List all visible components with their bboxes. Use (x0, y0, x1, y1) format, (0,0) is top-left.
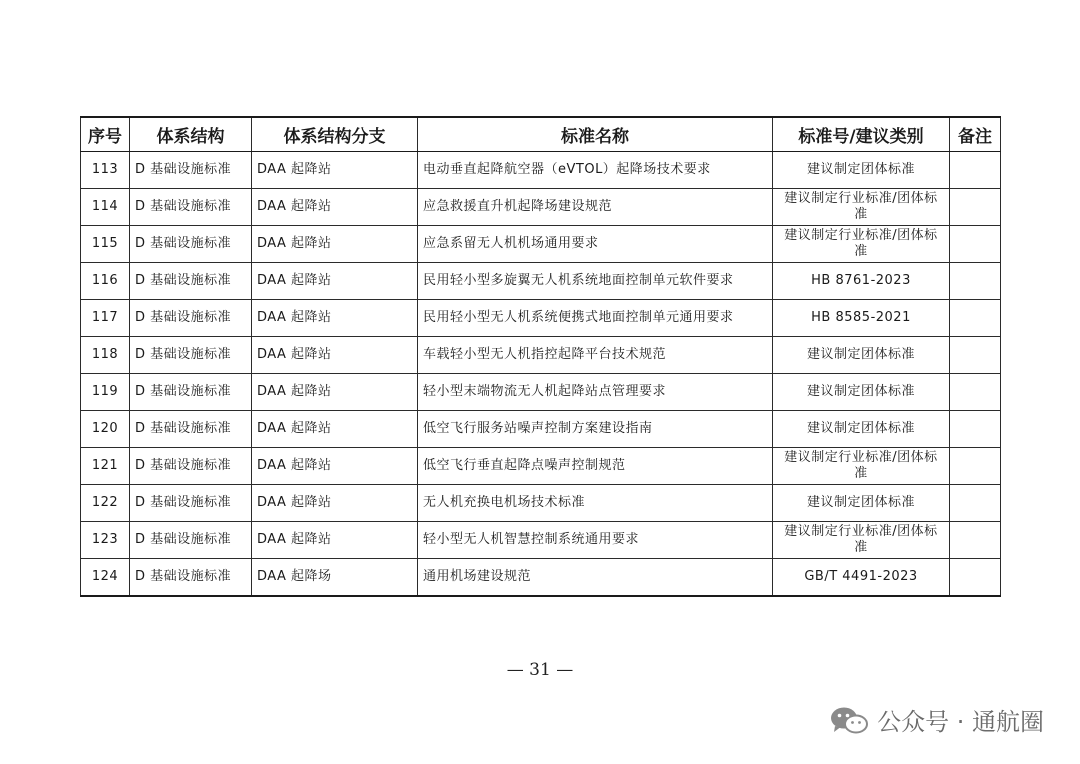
cell-name: 应急系留无人机机场通用要求 (418, 226, 773, 263)
table-row (81, 522, 1001, 559)
header-name: 标准名称 (418, 117, 773, 152)
cell-no: 117 (81, 300, 130, 337)
cell-note (950, 522, 1001, 559)
header-no: 序号 (81, 117, 130, 152)
cell-no: 115 (81, 226, 130, 263)
cell-note (950, 374, 1001, 411)
cell-branch: DAA 起降站 (252, 152, 418, 189)
cell-note (950, 263, 1001, 300)
cell-standard: 建议制定团体标准 (773, 485, 950, 522)
cell-standard: HB 8761-2023 (773, 263, 950, 300)
cell-note (950, 411, 1001, 448)
cell-standard: 建议制定团体标准 (773, 411, 950, 448)
cell-standard: HB 8585-2021 (773, 300, 950, 337)
cell-branch: DAA 起降站 (252, 485, 418, 522)
cell-note (950, 152, 1001, 189)
cell-system: D 基础设施标准 (130, 448, 252, 485)
cell-branch: DAA 起降站 (252, 337, 418, 374)
cell-no: 116 (81, 263, 130, 300)
table-row (81, 337, 1001, 374)
cell-name: 电动垂直起降航空器（eVTOL）起降场技术要求 (418, 152, 773, 189)
cell-name: 低空飞行服务站噪声控制方案建设指南 (418, 411, 773, 448)
cell-note (950, 226, 1001, 263)
cell-no: 113 (81, 152, 130, 189)
cell-standard: GB/T 4491-2023 (773, 559, 950, 597)
cell-note (950, 337, 1001, 374)
cell-system: D 基础设施标准 (130, 263, 252, 300)
table-row (81, 374, 1001, 411)
cell-name: 民用轻小型多旋翼无人机系统地面控制单元软件要求 (418, 263, 773, 300)
cell-branch: DAA 起降站 (252, 448, 418, 485)
cell-system: D 基础设施标准 (130, 559, 252, 597)
watermark-text: 公众号 · 通航圈 (877, 708, 1044, 736)
table-row (81, 300, 1001, 337)
cell-branch: DAA 起降站 (252, 189, 418, 226)
cell-system: D 基础设施标准 (130, 152, 252, 189)
cell-name: 无人机充换电机场技术标准 (418, 485, 773, 522)
cell-no: 123 (81, 522, 130, 559)
header-branch: 体系结构分支 (252, 117, 418, 152)
cell-no: 124 (81, 559, 130, 597)
table-row (81, 559, 1001, 597)
cell-note (950, 300, 1001, 337)
header-standard: 标准号/建议类别 (773, 117, 950, 152)
cell-system: D 基础设施标准 (130, 226, 252, 263)
cell-system: D 基础设施标准 (130, 189, 252, 226)
cell-no: 121 (81, 448, 130, 485)
table-row (81, 411, 1001, 448)
cell-system: D 基础设施标准 (130, 337, 252, 374)
cell-standard: 建议制定团体标准 (773, 152, 950, 189)
cell-name: 通用机场建设规范 (418, 559, 773, 597)
cell-name: 应急救援直升机起降场建设规范 (418, 189, 773, 226)
cell-standard: 建议制定团体标准 (773, 337, 950, 374)
cell-system: D 基础设施标准 (130, 522, 252, 559)
cell-standard: 建议制定行业标准/团体标准 (773, 189, 950, 226)
cell-standard: 建议制定行业标准/团体标准 (773, 448, 950, 485)
cell-system: D 基础设施标准 (130, 485, 252, 522)
cell-system: D 基础设施标准 (130, 300, 252, 337)
cell-no: 118 (81, 337, 130, 374)
cell-branch: DAA 起降站 (252, 522, 418, 559)
table-header-row (81, 117, 1001, 152)
cell-branch: DAA 起降站 (252, 226, 418, 263)
cell-branch: DAA 起降站 (252, 411, 418, 448)
table-row (81, 263, 1001, 300)
cell-standard: 建议制定行业标准/团体标准 (773, 226, 950, 263)
cell-no: 114 (81, 189, 130, 226)
cell-name: 低空飞行垂直起降点噪声控制规范 (418, 448, 773, 485)
cell-branch: DAA 起降站 (252, 300, 418, 337)
page-number: — 31 — (506, 660, 574, 680)
table-row (81, 152, 1001, 189)
cell-standard: 建议制定行业标准/团体标准 (773, 522, 950, 559)
cell-note (950, 559, 1001, 597)
cell-name: 轻小型无人机智慧控制系统通用要求 (418, 522, 773, 559)
cell-no: 120 (81, 411, 130, 448)
cell-system: D 基础设施标准 (130, 374, 252, 411)
cell-system: D 基础设施标准 (130, 411, 252, 448)
watermark (829, 702, 1044, 737)
header-note: 备注 (950, 117, 1001, 152)
cell-note (950, 189, 1001, 226)
cell-standard: 建议制定团体标准 (773, 374, 950, 411)
table-row (81, 226, 1001, 263)
cell-branch: DAA 起降场 (252, 559, 418, 597)
wechat-icon (829, 705, 869, 735)
cell-name: 轻小型末端物流无人机起降站点管理要求 (418, 374, 773, 411)
cell-note (950, 485, 1001, 522)
cell-note (950, 448, 1001, 485)
cell-name: 车载轻小型无人机指控起降平台技术规范 (418, 337, 773, 374)
table-row (81, 448, 1001, 485)
cell-branch: DAA 起降站 (252, 374, 418, 411)
cell-branch: DAA 起降站 (252, 263, 418, 300)
cell-no: 122 (81, 485, 130, 522)
cell-no: 119 (81, 374, 130, 411)
table-row (81, 189, 1001, 226)
standards-table (80, 116, 1001, 597)
table-row (81, 485, 1001, 522)
cell-name: 民用轻小型无人机系统便携式地面控制单元通用要求 (418, 300, 773, 337)
header-system: 体系结构 (130, 117, 252, 152)
